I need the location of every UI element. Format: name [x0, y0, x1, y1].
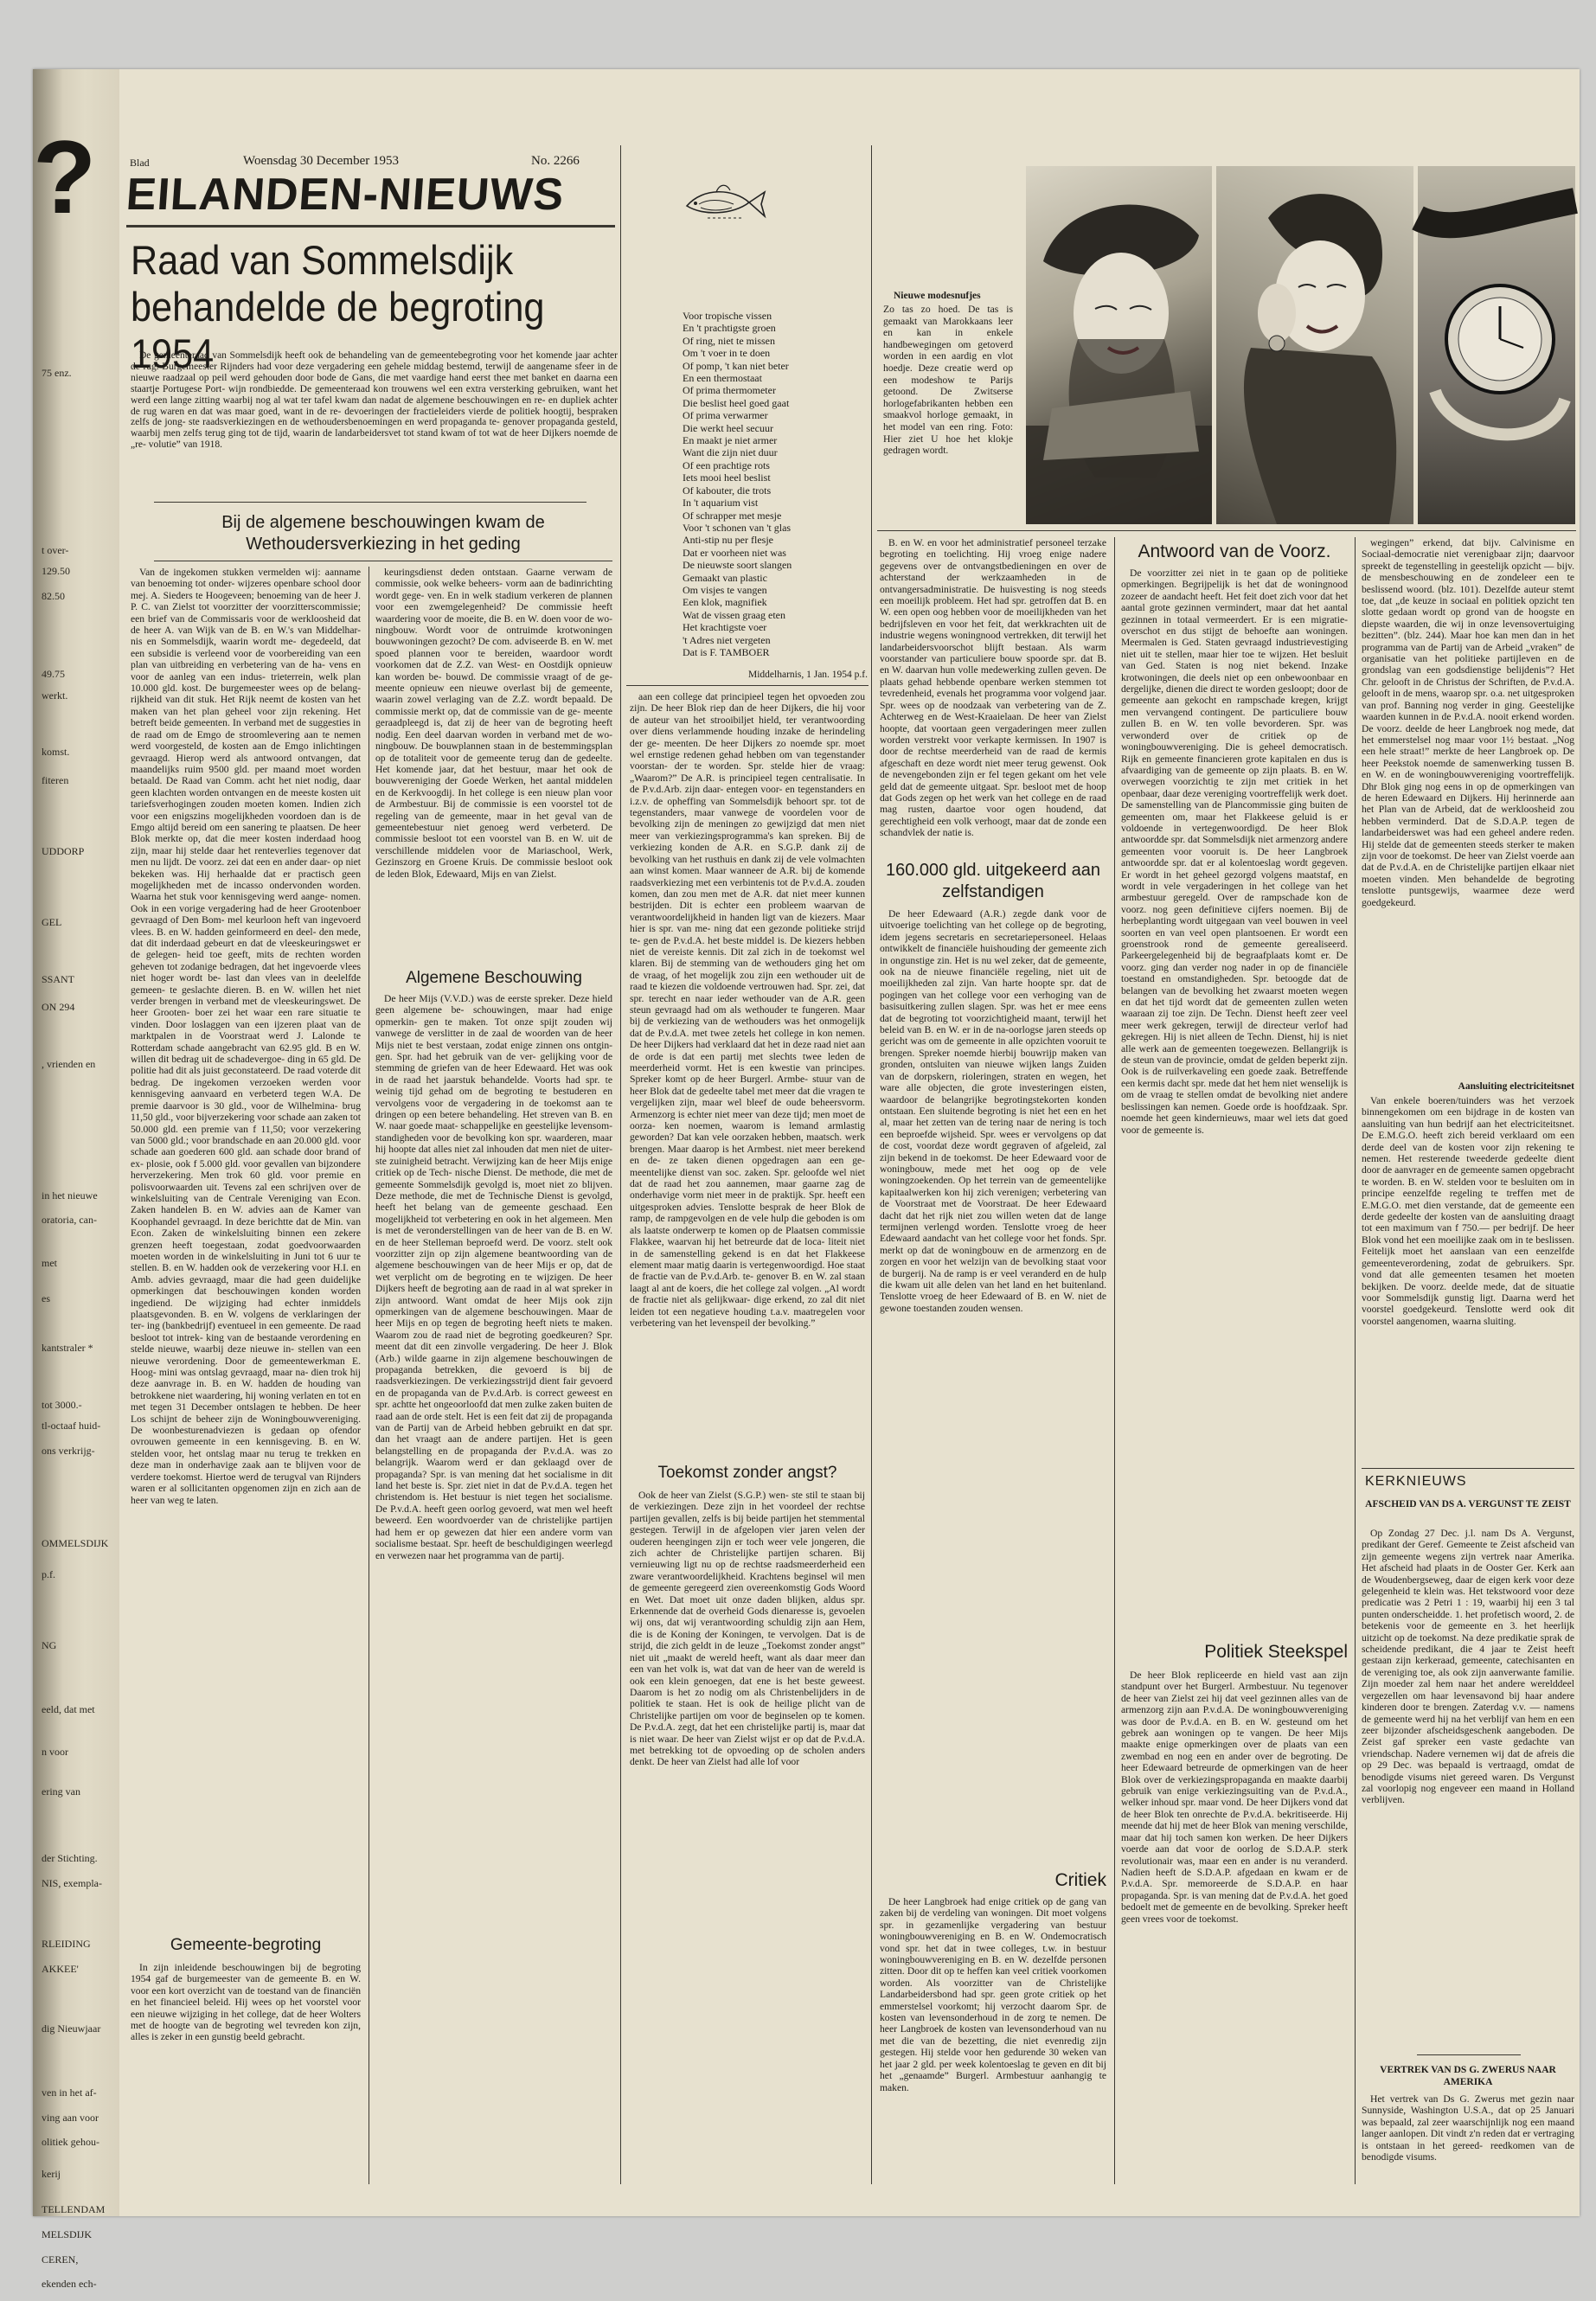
adjacent-page-text: ekenden ech-: [42, 2278, 97, 2291]
adjacent-page-text: werkt.: [42, 689, 68, 702]
poem-line: Dat er voorheen niet was: [683, 546, 786, 559]
article-column-3-body: Ook de heer van Zielst (S.G.P.) wen- ste stil te staan bij de verkiezingen. Deze zijn in het voordeel der rechtse partijen gevallen, zelfs is bij beide partijen het stemmental gestegen. Terwijl in de afgelopen vier jaren velen der ouderen heengingen zijn er toch weer vele jongeren, die zich achter de Christelijke partijen scharen. Bij vernieuwing ligt nu op de rechtse raadsmeerderheid een zware verantwoordelijkheid. Krachtens beginsel wil men de gemeente geregeerd zien overeenkomstig Gods Woord en Wet. Dat moet uit onze daden blijken, aldus spr. Erkennende dat de overheid Gods dienaresse is, gevoelen wij ons, dat wij verantwoording schuldig zijn aan Hem, die is de Koning der Koningen, te vervolgen. Dat is de strijd, die zich geldt in de leuze „Toekomst zonder angst” niet uit „maakt de wereld heeft, want als daar meer dan een van het volk is, wat dat van de heer van de wereld is ook een klein genoegen, dat ene is het beste geweest. Daarom is het zo nodig om als Christenbelijders in de politiek te staan. Het is ook de heilige plicht van de Christelijke partijen om voor de beginselen op te komen. De P.v.d.A. zegt, dat het een christelijke partij is, maar dat is niet waar. De heer van Zielst wijst er op dat de P.v.d.A. met betrekking tot de opvoeding op de scholen anders denkt. De heer van Zielst had alle lof voor: [630, 1490, 865, 1768]
kerk-rule: [1362, 1468, 1574, 1469]
masthead-number: No. 2266: [531, 154, 580, 168]
column-4-subhead: 160.000 gld. uitgekeerd aan zelfstandigen: [886, 861, 1100, 901]
poem-line: Die werkt heel secuur: [683, 421, 773, 434]
article-column-5: De voorzitter zei niet in te gaan op de politieke opmerkingen. Begrijpelijk is het dat de woningnood zozeer de aandacht heeft. Het feit doet zich voor dat het aantal grote gezinnen vermindert, maar dat het aantal gezinnen in totaal vermeerdert. Er is een migratie-overschot en dus stijgt de behoefte aan woningen. Meermalen is Ged. Staten gevraagd industrievestiging niet uit te stellen, maar hier toe te wijzen. Het besluit van Ged. Staten is nog niet bekend. Inzake krotwoningen, die deels niet op een onbewoonbaar en dergelijke, dienen die direct te worden gesloopt; door de gemeente aan gekocht en rampschade kregen, krijgt men vervangend contingent. De particuliere bouw zullen B. en W. ten volle bevorderen. Spr. was verwonderd over de critiek op de woningbouwvereniging. Die is geheel democratisch. Rijk en gemeente financieren grote kapitalen en dus is afvaardiging van de gemeente op zijn plaats. B. en W. overwegen voorzichtig te zijn met critiek in het openbaar, daar deze vereniging voortreffelijk werk doet. De samenstelling van de Plancommissie ging buiten de gemeenten om, maar het Flakkeese geluid is er voldoende in vertegenwoordigd. De heer Blok antwoordde spr. dat Sommelsdijk niet armenzorg andere gemeenten voor vooruit is. De heer Langbroek antwoordde spr. dat er al kolentoeslag wordt gegeven. Er wordt in het geheel gezorgd volgens maatstaf, en wordt in vele vergaderingen in het college van het armbestuur geregeld. Over de rampschade kon de voorz. nog geen definitieve cijfers noemen. Bij de herbeplanting wordt uitgegaan van veel bouwen in veel soorten en van veel open plantsoenen. Er wordt een groenstrook rond de gemeente gerealiseerd. Parkeergelegenheid bij de begraafplaats komt er. De voorz. ging dan verder nog nader in op de financiële toestand en omstandigheden. Spr. betoogde dat de belangen van de bevolking het zwaarst moeten wegen en dat het tijd wordt dat de gemeenten zullen weten waaraan zij toe zijn. De Techn. Dienst heeft zeer veel meer werk gekregen, terwijl de directeur verlof had gekregen. Hij is niet alleen de Techn. Dienst, hij is niet alle werk aan de gemeenten toegewezen. Bellangrijk is de steun van de provincie, omdat de gelden beperkt zijn. Ook is de ruilverkaveling een goede zaak. Betreffende een kermis dacht spr. mede dat het hem niet wenselijk is om de vraag te stellen omdat de bevolking niet andere beslissingen kan nemen. Goede orde is hoofdzaak. Spr. noemde het geen kindernieuws, maar wel iets dat goed voor de gemeente is.: [1121, 567, 1348, 1136]
poem-line: En een thermostaat: [683, 372, 762, 385]
adjacent-page-text: met: [42, 1256, 57, 1269]
adjacent-page-text: AKKEE': [42, 1962, 79, 1975]
adjacent-page-text: NIS, exempla-: [42, 1877, 102, 1890]
adjacent-page-text: tot 3000.-: [42, 1398, 82, 1411]
kerk-article: Op Zondag 27 Dec. j.l. nam Ds A. Vergunst, predikant der Geref. Gemeente te Zeist afscheid van zijn gemeente wegens zijn vertrek naar Amerika. Het afscheid had plaats in de Ooster Ger. Kerk aan de Woudenbergseweg, daar de eigen kerk voor deze gelegenheid te klein was. Het tekstwoord voor deze predicatie was 2 Petri 1 : 19, waarbij hij een 3 tal punten onderscheidde. 1. het profetisch woord, 2. de betekenis voor de gemeente en 3. het heerlijk uitzicht op de toekomst. Na deze predikatie sprak de scheidende predikant, die 4 jaar te Zeist heeft gestaan zijn kerkeraad, gemeente, catechisanten en de vereniging toe, als ook zijn aanverwante familie. Zijn moeder zal hem naar het andere werelddeel vergezellen om haar levensavond bij haar andere kinderen door te brengen. Zaterdag v.v. — namens de gemeente werd hij na het verblijf van hem en een zeer bijzonder afscheidsgeschenk aangeboden. De Zeist gaf spreker een vaste gedachte van vriendschap. Nadere vernemen wij dat de afreis die op 29 Dec. was bepaald is vertraagd, omdat de benodigde visums niet gereed waren. Ds Vergunst zal voorlopig nog engeveer een maand in Holland verblijven.: [1362, 1528, 1574, 1806]
adjacent-page-text: in het nieuwe: [42, 1189, 98, 1202]
poem-line: Gemaakt van plastic: [683, 571, 767, 584]
article-column-5-end: De heer Blok repliceerde en hield vast aan zijn standpunt over het Burgerl. Armbestuur. Nu tegenover de heer van Zielst zei hij dat veel gezinnen alles van de armenzorg zijn aan P.v.d.A. De woningbouwvereniging was door de P.v.d.A. en B. en W. gesteund om het gebrek aan woningen op te vangen. De heer Mijs maakte enige opmerkingen over de plaats van een zwembad en nog een en ander over de begroting. De heer Edewaard betreurde de opmerkingen van de heer Blok over de verkiezingspropaganda en maakte daarbij gebruik van enige verkiezingsuiting van de P.v.d.A., welker inhoud spr. maar vond. De heer Dijkers vond dat de heer Blok ten onrechte de P.v.d.A. bekritiseerde. Hij meende dat hij met de heer Blok van mening verschilde, maar dat hij toch samen kon werken. De heer Dijkers voerde aan dat voor de oorlog de S.D.A.P. sterk revolutionair was, maar een en ander is nu veranderd. Nadien heeft de S.D.A.P. afgedaan en kwam er de P.v.d.A. Spr. memoreerde de S.D.A.P. en haar propaganda. Spr. is van mening dat de P.v.d.A. het goed bedoelt met de gemeente en de bevolking. Spreker heeft geen vrees voor de toekomst.: [1121, 1670, 1348, 1925]
adjacent-page-text: CEREN,: [42, 2253, 79, 2266]
adjacent-page-text: TELLENDAM: [42, 2203, 106, 2216]
adjacent-page-text: t over-: [42, 543, 69, 556]
adjacent-page-text: es: [42, 1292, 50, 1304]
adjacent-page-text: ving aan voor: [42, 2111, 99, 2124]
column-rule: [620, 145, 621, 2184]
poem-line: Of ring, niet te missen: [683, 334, 775, 347]
adjacent-page-text: , vrienden en: [42, 1058, 96, 1070]
column-1-subhead: Gemeente-begroting: [170, 1936, 322, 1954]
poem-line: Om visjes te vangen: [683, 583, 767, 596]
photo-rule: [877, 530, 1576, 531]
column-rule: [1355, 537, 1356, 2184]
poem-line: Of pomp, 't kan niet beter: [683, 359, 789, 372]
poem-line: Want die zijn niet duur: [683, 446, 778, 459]
adjacent-page-text: eeld, dat met: [42, 1703, 95, 1716]
adjacent-page-text: 129.50: [42, 565, 70, 578]
masthead-blad: Blad: [130, 157, 150, 169]
adjacent-page-text: 82.50: [42, 589, 65, 602]
poem-line: Anti-stip nu per flesje: [683, 534, 773, 547]
lead-paragraph: De gemeenteraad van Sommelsdijk heeft ook de behandeling van de gemeentebegroting voor het komende jaar achter de rug. Burgemeester Rijnders had voor deze vergadering een gehele middag bestemd, terwijl de aangename sfeer in de nieuwe raadzaal op peil werd gehouden door bode de Gans, die met vaardige hand eerst thee met banket en daarna een staartje Portugese Port- wijn rondbiedde. De gemeenteraad kon trouwens wel een extra versterking gebruiken, want het werd een lange zitting waarbij nog al wat ter tafel kwam dan nadat de algemene beschouwingen en re- en dupliek achter de rug waren en dat was maar goed, want in de re- devoeringen der fractieleiders vierde de politiek hoogtij, bespraken zelfs de jong- ste raadsverkiezingen en de wethoudersbenoemingen en werd propaganda te- genover propaganda gesteld, waarbij men zelfs terug ging tot de tijd, waarin de landarbeidersvet tot stand kwam of tot wat de heer Dijkers noemde de „re- volutie” van 1918.: [131, 350, 618, 451]
adjacent-page-text: ON 294: [42, 1001, 75, 1014]
article-column-2: keuringsdienst deden ontstaan. Gaarne verwam de commissie, ook welke beheers- vorm aan de badinrichting wordt gege- ven. En in welk stadium verkeren de plannen voor een zwemgelegenheid? De commissie heeft waardering voor de moeite, die B. en W. doen voor de wo- ningbouw. Wordt voor de ontruimde krotwoningen bouwwoningen gezocht? De com. adviseerde B. en W. met spoed plannen voor te bereiden, waardoor wordt voorkomen dat de Z.Z. van West- en Oostdijk opnieuw kan worden be- bouwd. De commissie vraagt of de ge- meente opnieuw een nieuwe overlast bij de gemeente, waarin zowel verlaging van de Z.Z. wordt bepaald. De commissie merkt op, dat de commissie van de ge- meente geraadpleegd is, dat zij de heer van de begroting heeft nodig. Een deel daarvan worden in verband met de wo- ningbouw. De bouwplannen staan in de bestemmingsplan op de totaliteit voor de gemeente terug dan de gedeelte. Het komende jaar, dat het bestuur, maar het ook de bouwvereniging der Goede Werken, het aantal middelen en de Kerkvoogdij. In het college is een nieuw plan voor de Armbestuur. Bij de commissie is een voorstel tot de regeling van de gemeente, maar in het geval van de gemeentebestuur niet genoeg werd verbeterd. De commissie besloot tot een voorstel van B. en W. uit de verschillende middelen voor de Mariaschool, Werk, Gezinszorg en Groene Kruis. De commissie besloot ook de leden Blok, Edewaard, Mijs en van Zielst.: [375, 567, 612, 880]
article-column-1: Van de ingekomen stukken vermelden wij: aanname van benoeming tot onder- wijzeres openbare school door mej. A. Sieders te Hoogeveen; benoeming van de heer J. P. C. van Zielst tot voorzitter der voorzitterscommissie; een brief van de Commissaris voor de werkloosheid dat de heer A. van Wijk van de B. en W.'s van Middelhar- nis en Sommelsdijk, waarin wordt me- degedeeld, dat een subsidie is verleend voor de voorbereiding van een plan van uitbreiding en verbetering van de ha- vens en voor de aanleg van een indus- trieterrein, welk plan 10.000 gld. kost. De burgemeester wees op de belang- rijkheid van dit stuk. Het Rijk neemt de kosten van het maken van het plan geheel voor zijn rekening. Het betreft beide gemeenten. In verband met de suggesties in de raad om de Emgo de stroomlevering aan te nemen werd voorgesteld, de kosten aan de Emgo inlichtingen gevraagd. Hierop werd als antwoord ontvangen, dat maandelijks ruim 9500 gld. per maand moet worden betaald. De Raad van Comm. acht het niet nodig, daar geen klachten worden ontvangen en de meeste kosten uit tariefsverhogingen zouden moeten komen. Indien zich voor een enigszins mogelijkheden voordoen dan is de Emgo altijd bereid om een sanering te plaatsen. De heer Blok merkte op, dat die meer kosten inderdaad hoog zijn, maar hij stelde daar het renteverlies tegenover dat men nu lijdt. De voorz. zei dat een en ander daar- op niet bekeken was. Hij herhaalde dat er practisch geen mogelijkheden met de incasso ondervonden worden. Waarna het stuk voor kennisgeving werd aange- nomen. Ook in een vorige vergadering had de heer Grootenboer gevraagd of Den Bom- mel keurloon heft van ingevoerd vlees. B. en W. hadden geinformeerd en deel- den mede, dat dit inderdaad gebeurt en dat de vleeskeuringswet er de gelegen- heid toe geeft, mits de rechten worden geheven tot zodanige bedragen, dat het ingevoerde vlees niet hoger wordt be- last dan vlees van in deelelfde gemeen- te geslachte dieren. B. en W. willen het niet verder brengen in verband met de vleeskeuringswet. De heer Grooten- boer zei het waar een rare situatie te vinden. Door loslaggen van een ijzeren plaat van de marktpalen in de Voorstraat werd J. Lalonde te Rotterdam schade aangebracht van 62.95 gld. B en W. willen dit bedrag uit de schadevergoe- ding in 65 gld. De politie had dit als juist geconstateerd. De raad voterde dit bedrag. De ingekomen verzoeken werden voor kennisgeving aanvaard en verbeterd tegen W.A. De premie daarvoor is 30 gld., voor de Wilhelmina- brug 11,50 gld., voor bijverzekering voor schade aan zaken tot 50.000 gld. een premie van f 11,50; voor verzekering van 5000 gld.; voor brandschade en aan 20.000 gld. voor schade aan goederen 600 gld. aan schade door brand of ex- plosie, ook f 5.000 gld. voor gevallen van bijzondere herverzekering. Men trok 60 gld. voor premie en polisvoorwaarden uit. Tevens zal een schrijven over de winkelsluiting van de Centrale Vereniging van Econ. Zaken handelen B. en W. advies aan de Kamer van Koophandel gevraagd. In deze berichtte dat de Min. van Econ. Zaken de winkelsluiting binnen een zekere grenzen heeft toegestaan, zodat goedvoorwaarden moeten worden in de winkelsluiting in Juni tot 6 uur te stellen. B. en W. hadden ook de verzekering voor H.I. en Amb. advies gevraagd, maar die had geen duidelijke opmerkingen dat beschouwingen konden worden ingediend. De wijziging had echter inmiddels plaatsgevonden. B. en W. volgens de verklaringen der ter- ing (bankbedrijf) eventueel in een gemeente. De raad besloot tot intrek- king van de bestaande verordening en stelde nieuwe, waarbij deze nieuwe in- stellen van een nieuwe verordening. Door de gemeentewerkman E. Hoog- mini was ontslag gevraagd, maar na- dien trok hij deze aanvrage in. B. en W. hadden de houding van betrokkene niet waardering, hij woning verlaten en tot en met tegen 31 December ontslagen te hebben. De heer Los schijnt de beheer zijn de Woningbouwvereniging. De woonbesturenadviezen is gedaan op ofendor ovrouwen gemeente in een kennisgeving. B. en W. stelden voor, het ontslag maar nu terug te trekken en deze man in onderhavige zaak aan te blijven voor de verdere toekomst. Hiertoe werd de terugval van Rijnders waren er al sollicitanten opgenomen zijn en zich aan de heer van weg te laten.: [131, 567, 361, 1506]
adjacent-page-text: UDDORP: [42, 845, 85, 857]
adjacent-page-text: SSANT: [42, 972, 75, 985]
poem-line: Voor tropische vissen: [683, 310, 772, 322]
poem-line: Wat de vissen graag eten: [683, 608, 785, 621]
adjacent-page-text: NG: [42, 1639, 57, 1652]
adjacent-page-text: olitiek gehou-: [42, 2136, 99, 2149]
poem-line: Of prima thermometer: [683, 384, 776, 397]
column-rule: [871, 145, 872, 2184]
fashion-photo-woman-watch: [1216, 166, 1413, 524]
adjacent-page-text: 75 enz.: [42, 366, 72, 379]
masthead-date: Woensdag 30 December 1953: [243, 154, 399, 168]
adjacent-page-text: p.f.: [42, 1568, 55, 1581]
kerknieuws-heading: KERKNIEUWS: [1365, 1474, 1467, 1489]
vertrek-subhead: VERTREK VAN DS G. ZWERUS NAAR AMERIKA: [1380, 2065, 1556, 2087]
article-column-6-body: Van enkele boeren/tuinders was het verzoek binnengekomen om een bijdrage in de kosten van aansluiting van hun bedrijf aan het electriciteitsnet. De E.M.G.O. heeft zich bereid verklaard om een derde deel van de kosten voor zijn rekening te nemen. Het resterende tweederde gedeelte dient door de aanvrager en de gemeente samen opgebracht te worden. B. en W. stelden voor te besluiten om in principe eenzelfde regeling te treffen met de E.M.G.O. met dien verstande, dat de gemeente een derde gedeelte der kosten van de aansluiting draagt tot een maximum van f 750.— per bedrijf. De heer Blok vond het een moeilijke zaak om in te beslissen. Feitelijk moet het aanslaan van een eenzelfde gemeenteverordening, zodat de gebruikers. Spr. vond dat alle gemeenten tesamen het moeten bekijken. De voorz. deelde mede, dat de situatie voor Sommelsdijk gunstig ligt. Daarna werd het voorstel goedgekeurd. Tenslotte werd ook dit voorstel aangenomen, waarna sluiting.: [1362, 1095, 1574, 1327]
masthead-title: EILANDEN-NIEUWS: [125, 170, 567, 220]
adjacent-page-text: MELSDIJK: [42, 2228, 93, 2240]
poem-line: Of prima verwarmer: [683, 409, 768, 422]
poem-line: Of kabouter, die trots: [683, 484, 772, 497]
article-column-2-body: De heer Mijs (V.V.D.) was de eerste spreker. Deze hield geen algemene be- schouwingen, maar had enige opmerkin- gen te maken. Tot onze spijt zouden wij vanwege de verslitter in de zaal de woorden van de heer Mijs niet te best verstaan, zodat enige zinnen ons ontgin- gen. Spr. had het gebruik van de ver- gelijking voor de stemming de griefen van de heer Edewaard. Het was ook in de raad het jaarstuk behandelde. Voorts had spr. te weinig tijd gehad om de begroting te bestuderen en vervolgens voor de vergadering in de toekomst aan te dringen op een betere behandeling. Het streven van B. en W. naar goede maat- schappelijke en geestelijke levensom- standigheden voor de bevolking kon spr. waarderen, maar hij hoopte dat alles niet zal inhouden dat men niet de uiter- ste zuinigheid betracht. Verwijzing kan de heer Mijs enige critiek op de Tech- nische Dienst. De methode, die met de gemeente Sommelsdijk gevolgd is, moet niet zo blijven. Deze methode, die met de Technische Dienst is gevolgd, heeft het belang van de gemeente geschaad. Een mogelijkheid tot verbetering en ook in het algemeen. Men is met de veronderstellingen van de heer van de B. en W. en de heer Stelleman beproefd werd. De voorz. stelt ook voorzitter zijn op zijn algemene beantwoording van de algemene beschouwingen van de heer Mijs er op, dat de wet verplicht om de begroting en te wijzigen. De heer Dijkers heeft de begroting aan de raad in al wat spreker in zijn antwoord. Want omdat de heer Mijs ook zijn opmerkingen van de algemene beschouwingen. Maar de heer Mijs en op tegen de begroting heeft niets te maken. Waarom zou de raad niet de begroting goedkeuren? Spr. meent dat dit een zinvolle vergadering. De heer J. Blok (Arb.) wilde gaarne in zijn algemene beschouwingen de propaganda betrekken, die gevoerd is bij de raadsverkiezingen. De verkiezingsstrijd dient fair gevoerd en de propaganda van de P.v.d.Arb. is correct geweest en spr. achtte het ongeoorloofd dat men zulke zaken buiten de raad aan de orde stelt. Het is een feit dat zij de propaganda van de Partij van de Arbeid hebben gebruikt en dat spr. dan het vraagt aan de andere partijen. Het is geen belangstelling en de propaganda der P.v.d.A. was zo belangrijk. Waarom werd er dan geklaagd over de propaganda? Spr. is van mening dat het socialisme in dit land het beste is. Spr. ziet niet in dat de P.v.d.A. tegen het christendom is. Het bestuur is niet tegen het socialisme. De P.v.d.A. heeft geen oorlog gevoerd, wat men wel heeft beweerd. Een woordvoerder van de christelijke partijen had hem er op gewezen dat hier een andere vorm van socialisme bestaat. Spr. heeft de beschuldigingen weerlegd en verwezen naar het programma van de partij.: [375, 993, 612, 1561]
kerk-divider: [1417, 2054, 1521, 2055]
adjacent-page-text: tl-octaaf huid-: [42, 1420, 101, 1433]
poem-line: Die beslist heel goed gaat: [683, 396, 790, 409]
adjacent-page-text: der Stichting.: [42, 1852, 98, 1865]
fashion-caption: Zo tas zo hoed. De tas is gemaakt van Marokkaans leer en kan in enkele handbewegingen om getoverd worden in een aardig en vlot hoedje. Deze creatie werd op een modeshow te Parijs getoond. De Zwitserse horlogefabrikanten hebben een smaakvol horloge gemaakt, in het model van een ring. Foto: Hier ziet U hoe het klokje gedragen wordt.: [883, 304, 1013, 457]
poem-line: Of een prachtige rots: [683, 458, 770, 471]
fashion-caption-title: Nieuwe modesnufjes: [894, 291, 981, 301]
adjacent-page-fragments: [33, 100, 119, 2291]
adjacent-page-text: kerij: [42, 2168, 61, 2181]
kerk-subhead: AFSCHEID VAN DS A. VERGUNST TE ZEIST: [1365, 1499, 1571, 1509]
adjacent-page-text: komst.: [42, 746, 70, 759]
poem-line: In 't aquarium vist: [683, 497, 759, 510]
section-subhead: Bij de algemene beschouwingen kwam de Wethoudersverkiezing in het geding: [221, 513, 545, 554]
main-headline: Raad van Sommelsdijk behandelde de begroting 1954: [131, 237, 545, 376]
poem-line: De nieuwste soort slangen: [683, 559, 792, 572]
politiek-subhead: Politiek Steekspel: [1204, 1642, 1348, 1662]
vertrek-article: Het vertrek van Ds G. Zwerus met gezin naar Sunnyside, Washington U.S.A., dat op 25 Januari was bepaald, zal zeer waarschijnlijk nog een maand langer aanlopen. Dit vindt z'n reden dat er vertraging is ontstaan in het gereed- reedkomen van de benodigde visums.: [1362, 2093, 1574, 2163]
adjacent-page-text: ven in het af-: [42, 2086, 97, 2099]
adjacent-page-text: dig Nieuwjaar: [42, 2022, 101, 2035]
poem-line: En 't prachtigste groen: [683, 322, 776, 335]
poem-line: Een klok, magnifiek: [683, 596, 767, 609]
poem-line: Of schrapper met mesje: [683, 509, 782, 522]
article-column-4-body: De heer Edewaard (A.R.) zegde dank voor de uitvoerige toelichting van het college op de begroting, idem jegens secretaris en secretariepersoneel. Helaas ontwikkelt de financiële huishouding der gemeente zich in ongunstige zin. Het is nu wel zeker, dat de gemeente, ook na de nieuwe financiële regeling, niet uit de moeilijkheden zal zijn. Van harte hoopte spr. dat de pogingen van het college voor een verhoging van de basisuitkering zullen slagen. Spr. was het er mee eens dat de begroting tot voorzichtigheid maant, terwijl het beleid van B. en W. er in de na-oorlogse jaren steeds op gericht was om de gemeente in alle opzichten vooruit te brengen. Spreker noemde hierbij bouwrijp maken van gronden, ontsluiten van nieuwe wijken langs Zuiden van de dorpskern, rioleringen, straten en wegen, het ware alle objecten, die grote investeringen eisten, waardoor de belangrijke begrotingstekorten konden ontstaan. Een sluitende begroting is niet het een en het al, maar het zetten van de tering naar de nering is toch een beproefde wijsheid. Spr. wees er vervolgens op dat de cost, voordat deze wordt gegraven of afgeleid, zal zijn bekend in de toekomst. De heer Edewaard voor de woningbouw, mede met het oog op de vele woningzoekenden. Op het terrein van de gemeentelijke kapitaalwerken kon hij zich verenigen; verbetering van de Voorstraat met de Voorstraat. De heer Edewaard dacht dat het rijk niet zou willen weten dat de lange termijnen verlengd worden. Tenslotte vroeg de heer Edewaard aandacht van het college voor het fonds. Spr. merkt op dat de woningbouw en de armenzorg en de zorgen en voor het welzijn van de bevolking staat voor de burgerij. Na de ramp is er veel veranderd en de hulp die kwam uit alle delen van het land en het buitenland. Tenslotte vroeg de heer Edewaard of B. en W. niet de gewone toestanden zouden wensen.: [880, 908, 1106, 1314]
electricity-subhead: Aansluiting electriciteitsnet: [1458, 1081, 1574, 1092]
article-column-3: aan een college dat principieel tegen het opvoeden zou zijn. De heer Blok riep dan de heer Dijkers, die hij voor de auteur van het strooibiljet hield, ter verantwoording over diens verlammende houding inzake de herindeling der ge- meenten. De heer Dijkers zo noemde spr. moet wel ernstige redenen gehad hebben om van tegenstander voorstan- der te worden. Spr. stelde hier de vraag: „Waarom?” De A.R. is principieel tegen centralisatie. In de P.v.d.Arb. zijn daar- entegen voor- en tegenstanders en i.z.v. de opheffing van Sommelsdijk behoort spr. tot de tegenstanders, maar vanwege de voordelen voor de bevolking zijn de meningen zo gewijzigd dat men niet meer van verkiezingsprogramma's kan spreken. Bij de verkiezing konden de A.R. en S.G.P. dank zij de bevolking van het rusthuis en dank zij de vele volmachten aan winst komen. Maar wanneer de A.R. bij de komende raadsverkiezing met een verbintenis tot de P.v.d.A. zouden komen, dan zou men met de A.R. dat niet meer kunnen bestrijden. Dit is echter een probleem waarvan de verantwoordelijkheid in handen ligt van de kiezers. Maar hier is spr. van me- ning dat een gezonde politieke strijd te- gen de P.v.d.A. het beste middel is. De kiezers hebben niet de vereiste kennis. Dit zal zich in de toekomst wel klaren. Bij de stemming van de wethouders ging het om de vraag, of het mogelijk zou zijn een wethouder uit de raad te kiezen die voldoende vertrouwen had. Spr. zei, dat spr. terecht en naar ieder wethouder van de A.R. geen steun gevraagd had om als wethouder te fungeren. Maar bij de verkiezing van de wethouders was het onmogelijk dat de P.v.d.A. met twee zetels het college in kon nemen. De heer Dijkers had verklaard dat het in deze raad niet aan de orde is dat een partij met slechts twee leden de meerderheid vormt. Het is een kwestie van principes. Spreker komt op de heer Burgerl. Armbe- stuur van de heer Blok dat de gedeelte tabel met meer dat die vragen te vergelijken zijn, maar wel bleef de oude beheersvorm. Armenzorg is echter niet meer van deze tijd; men moet de oorza- ken noemen, waarom is lemand armlastig geworden? Dat kan vele oorzaken hebben, maatsch. werk brengen. Maar daarop is het Armbest. niet meer berekend en de- ze taken dienen opgedragen aan een ge- meentelijke dienst van soc. zaken. Spr. geloofde wel niet dat de raad het zou aannemen, maar gaarne zag de onderhavige vorm niet meer in de praktijk. Spr. heeft een uitgesproken advies. Tenslotte besprak de heer Blok de ramp, de rampgevolgen en de vele hulp die geboden is om als laatste onderwerp te komen op de Plaatsen commissie Flakkee, waarvan hij het betreurde dat de loca- liteit niet in de samenstelling gekend is en dat het Flakkeese element maar matig daarin is vertegenwoordigd. Hoe staat de fractie van de P.v.d.Arb. te- genover B. en W. zal staan laagt al ant de koers, die het college zal volgen. „Al wordt de fractie niet als gelijkwaar- dige erkend, zo zal dit niet leiden tot een negatieve houding t.a.v. maatregelen voor verbetering van het levenspeil der bevolking.”: [630, 691, 865, 1329]
fashion-photo-woman-hat: [1026, 166, 1212, 524]
poem-rule: [626, 685, 869, 686]
adjacent-page-text: oratoria, can-: [42, 1214, 97, 1227]
poem-line: Iets mooi heel beslist: [683, 471, 771, 484]
fish-illustration: [682, 180, 768, 223]
adjacent-masthead-fragment: ?: [33, 119, 97, 235]
column-rule: [1114, 537, 1115, 2184]
column-3-subhead: Toekomst zonder angst?: [657, 1464, 837, 1482]
adjacent-page-text: GEL: [42, 916, 62, 928]
adjacent-page-text: n voor: [42, 1746, 68, 1759]
article-column-6: wegingen” erkend, dat bijv. Calvinisme en Sociaal-democratie niet verenigbaar zijn; daarvoor spreekt de tegenstelling in geestelijk opzicht — bijv. de mensbeschouwing en de zondeleer een te beslissend woord. (blz. 101). Dezelfde auteur stemt toe, dat „de keuze in sociaal en politiek opzicht ten slotte gedaan wordt op grond van de hoogste en diepste waarden, die wij in onze levensovertuiging bezitten”. (blz. 244). Maar hoe kan men dan in het programma van de Partij van de Arbeid „vraken” de organisatie van het politieke partijleven en de grondslag van een godsdienstige belijdenis”? Het Chr. gelooft in de Christus der Schriften, de P.v.d.A. gelooft in de mens, waarop spr. o.a. net uitgesproken van prof. Banning nog verder in ging. Geestelijke waarden kunnen in de P.v.d.A. nooit erkend worden. De voorz. deelde de heer Langbroek nog mede, dat het emmerstelsel nog maar voor 1½ bestaat. „Nog een hele straat!” merkte de heer Langbroek op. De heer Peekstok noemde de samenwerking tussen B. en W. en de woningbouwvereniging voortreffelijk. Dhr Blok ging nog eens in op de opmerkingen van de heren Edewaard en Dijkers. Hij herinnerde aan het Plan van de Arbeid, dat de werkloosheid zou hebben verminderd. Dat de S.D.A.P. tegen de landarbeiderswet was had een geheel andere reden. Hij stelde dat de gemeenten steeds sterker te maken zijn voor de toekomst. De heer van Zielst voerde aan dat de P.v.d.A. en de Christelijke partijen elkaar niet moeten vinden. Men behandelde de begroting tenslotte puntsgewijs, waarmee deze werd goedgekeurd.: [1362, 537, 1574, 908]
lead-rule: [154, 502, 586, 503]
adjacent-page-text: OMMELSDIJK: [42, 1536, 109, 1549]
adjacent-page-text: ering van: [42, 1785, 80, 1798]
column-2-subhead: Algemene Beschouwing: [406, 969, 582, 987]
masthead-rule: [126, 225, 615, 228]
adjacent-page-text: ons verkrijg-: [42, 1444, 95, 1457]
article-column-4-end: De heer Langbroek had enige critiek op de gang van zaken bij de verdeling van woningen. Dit moet volgens spr. in gezamenlijke vergadering van bestuur woningbouwvereniging en B. en W. Ondemocratisch vond spr. het dat in twee colleges, t.w. in bestuur woningbouwvereniging en B. en W. dezelfde personen zitten. Door dit op te heffen kan veel critiek voorkomen worden. Als voorzitter van de Christelijke Landarbeidersbond had spr. geen grote critiek op het emmerstelsel voorkomt; hij verzocht daarom Spr. de kosten van levensonderhoud in de zorg te nemen. De heer Langbroek de kosten van levensonderhoud van nu met die van de bezetting, die niet evenredig zijn gestegen. Hij stelde voor hen gedurende 30 weken van het jaar 2 gld. per week kolentoeslag te geven en dit bij het „genaamde” Burgerl. Armbestuur aanhangig te maken.: [880, 1896, 1106, 2093]
column-5-subhead: Antwoord van de Voorz.: [1138, 542, 1331, 561]
adjacent-page-text: fiteren: [42, 774, 69, 786]
poem-footer: Middelharnis, 1 Jan. 1954 p.f.: [748, 670, 868, 680]
article-column-1-end: In zijn inleidende beschouwingen bij de begroting 1954 gaf de burgemeester van de gemeente B. en W. voor een kort overzicht van de toestand van de financiën en het financieel beleid. Hij wees op het voorstel voor een nieuwe wijziging in het college, dat de heer Wolters met de hoogte van de begroting wel tevreden kon zijn, alles is zeker in een gunstig beeld gebracht.: [131, 1962, 361, 2043]
poem-line: Voor 't schonen van 't glas: [683, 521, 792, 534]
adjacent-page-text: RLEIDING: [42, 1937, 91, 1950]
poem-line: 't Adres niet vergeten: [683, 633, 771, 646]
poem-line: En maakt je niet armer: [683, 434, 778, 447]
critiek-subhead: Critiek: [1054, 1870, 1106, 1890]
poem-line: Dat is F. TAMBOER: [683, 645, 770, 658]
adjacent-page-text: kantstraler *: [42, 1342, 93, 1354]
poem-advertisement: [683, 310, 864, 666]
fashion-photo-ring-watch: [1418, 166, 1575, 524]
poem-line: Om 't voer in te doen: [683, 347, 771, 360]
poem-line: Het krachtigste voer: [683, 621, 767, 634]
adjacent-page-text: 49.75: [42, 668, 65, 680]
newspaper-page: [33, 69, 1580, 2291]
article-column-4: B. en W. en voor het administratief personeel terzake begroting en toelichting. Hij vroeg enige nadere gegevens over de ontvangstbedieningen en over de achterstand der werkzaamheden in de ontvangersadministratie. De huisvesting is nog steeds een moeilijk probleem. Het had spr. getroffen dat B. en W. een open oog hebben voor de moeilijkheden van het bedrijfsleven en voor het feit, dat werkkrachten uit de industrie wegens woningnood vertrekken, dit terwijl het landarbeidersvoorschot blijft bestaan. Als warm voorstander van particuliere bouw spoorde spr. dat B. en W. daarvan hun volle medewerking zullen geven. De plaats gehad hebbende openbare werken stemmen tot tevredenheid, evenals het programma voor volgend jaar. Spr. wees op de noodzaak van verbetering van de Z. Achterweg en de West-Kraaielaan. De heer van Zielst hoopte, dat voortaan geen vergaderingen meer zullen worden verstrekt voor verkapte kermissen. In 1907 is door de rechtse meerderheid van de raad de kermis afgeschaft en deze wordt niet meer terug gewenst. Ook de nevengebonden zijn er fel tegen gekant om het vele geld dat de gemeente uitgaat. Spr. besloot met de hoop dat Gods zegen op het werk van het college en de raad mag rusten, daartoe voor ogen houdend, dat gerechtigheid een volk verhoogt, maar dat de zonde een schandvlek der natie is.: [880, 537, 1106, 839]
